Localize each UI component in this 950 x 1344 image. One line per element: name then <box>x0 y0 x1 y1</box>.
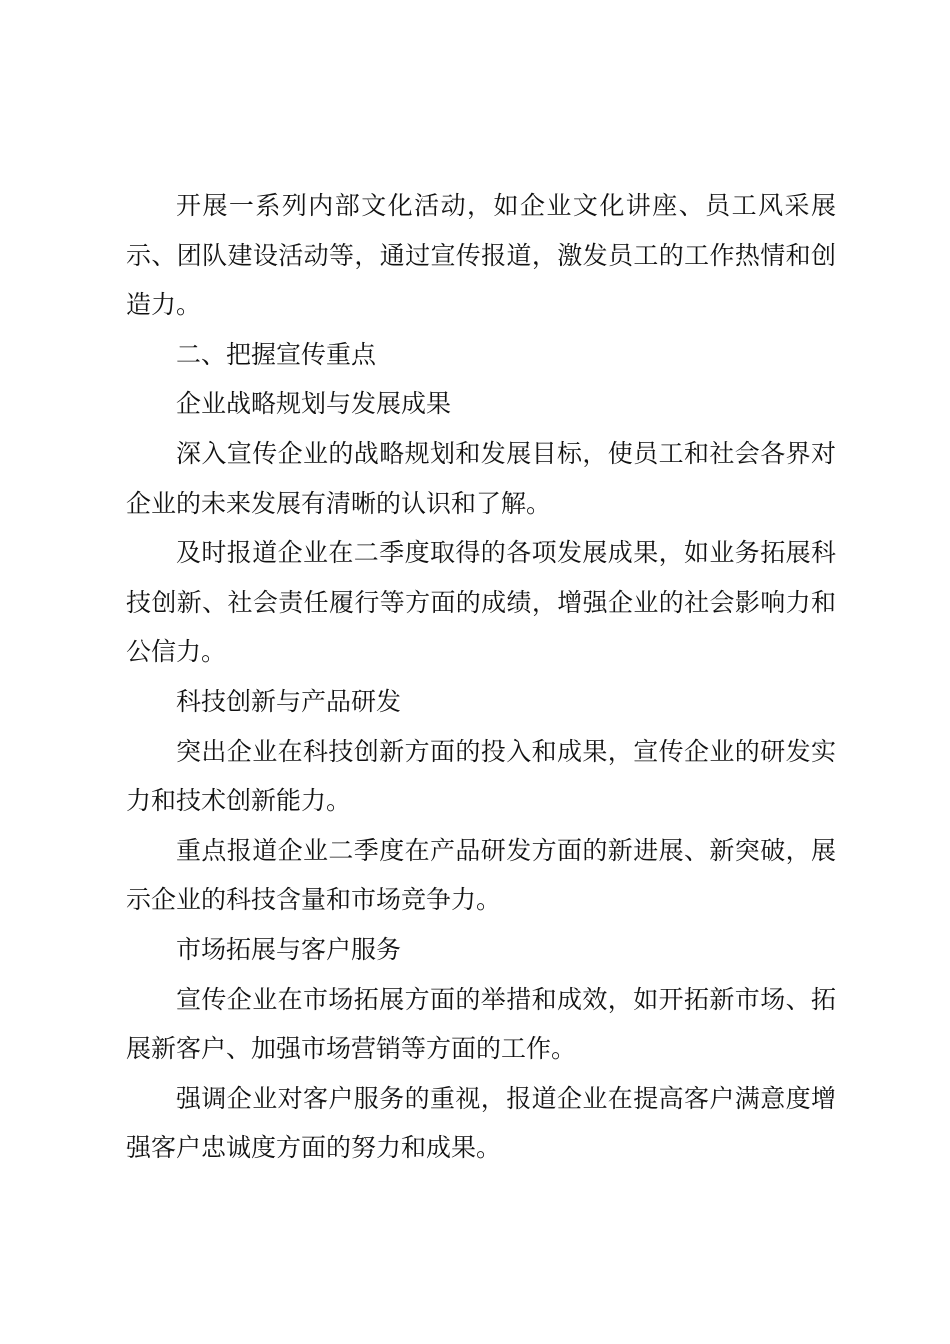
paragraph-customer-service: 强调企业对客户服务的重视，报道企业在提高客户满意度增强客户忠诚度方面的努力和成果。 <box>126 1083 836 1163</box>
paragraph-development-results: 及时报道企业在二季度取得的各项发展成果，如业务拓展科技创新、社会责任履行等方面的成绩，增强企业的社会影响力和公信力。 <box>126 538 836 667</box>
subheading-market-service: 市场拓展与客户服务 <box>176 934 402 964</box>
subheading-innovation: 科技创新与产品研发 <box>176 686 402 716</box>
subheading-strategy: 企业战略规划与发展成果 <box>176 389 452 419</box>
paragraph-product-progress: 重点报道企业二季度在产品研发方面的新进展、新突破，展示企业的科技含量和市场竞争力。 <box>126 835 836 915</box>
document-body <box>126 181 836 1173</box>
paragraph-strategy-goals: 深入宣传企业的战略规划和发展目标，使员工和社会各界对企业的未来发展有清晰的认识和了解。 <box>126 438 836 518</box>
paragraph-culture-activities: 开展一系列内部文化活动，如企业文化讲座、员工风采展示、团队建设活动等，通过宣传报道，激发员工的工作热情和创造力。 <box>126 191 836 320</box>
section-heading-publicity-focus: 二、把握宣传重点 <box>176 339 377 369</box>
paragraph-innovation-investment: 突出企业在科技创新方面的投入和成果，宣传企业的研发实力和技术创新能力。 <box>126 736 836 816</box>
paragraph-market-expansion: 宣传企业在市场拓展方面的举措和成效，如开拓新市场、拓展新客户、加强市场营销等方面的工作。 <box>126 984 836 1064</box>
